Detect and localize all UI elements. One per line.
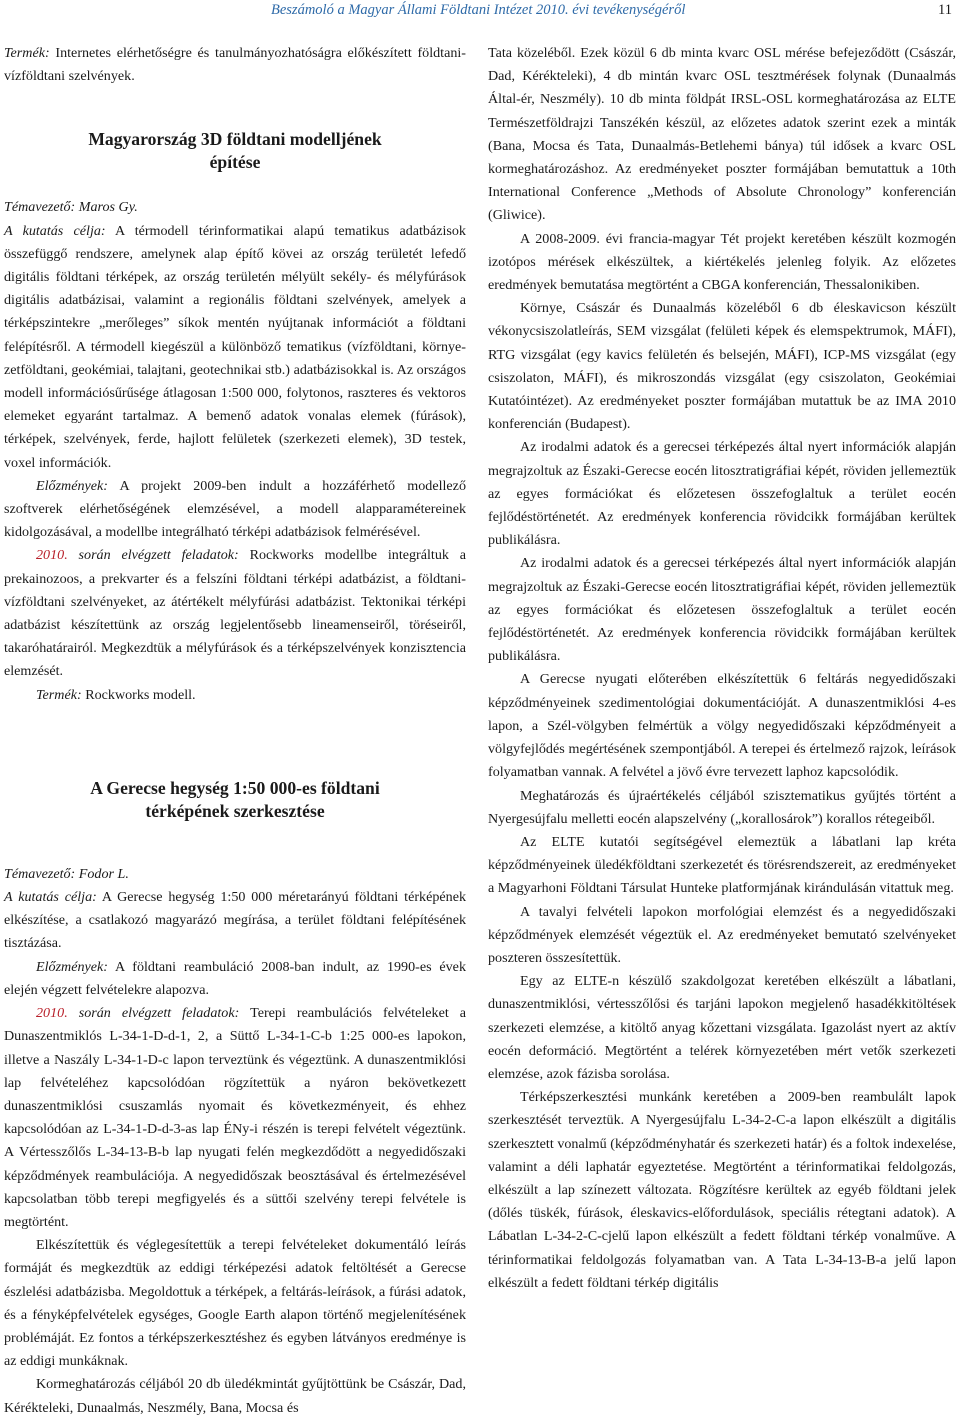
left-column xyxy=(4,42,466,1420)
body-paragraph: Az irodalmi adatok és a gerecsei térképezés által nyert információk alapján megrajzoltuk az Északi-Gerecse eocén litosztratigráfiai képét, röviden jellemeztük az egyes formációkat és előzetesen összefoglaltuk a terület eocén fejlődéstörténetét. Az eredmények konferencia rövidcikk formájában kerültek publikálásra. xyxy=(488,439,956,549)
aim-paragraph xyxy=(4,886,466,956)
section-title-3d-model xyxy=(4,128,466,174)
running-title: Beszámoló a Magyar Állami Földtani Intézet 2010. évi tevékenységéről xyxy=(271,2,686,18)
body-paragraph: A Gerecse nyugati előterében elkészítettük 6 feltárás negyedidőszaki képződményeinek szedimentológiai dokumentációját. A dunaszentmiklósi 4-es lapon, a Szél-völgyben felmértük a völgy negyedidőszaki képződményeit a völgyfejlődés megértésének szempontjából. A terepei és értelmező rajzok, leírások folyamatban vannak. A felvétel a jövő évre tervezett laphoz kapcsolódik. xyxy=(488,671,956,781)
antecedents-label: Előzmények: xyxy=(36,958,108,975)
body-paragraph: Meghatározás és újraértékelés céljából szisztematikus gyűjtés történt a Nyergesújfalu melletti eocén alapszelvény („korallosárok”) korallos rétegeiből. xyxy=(488,787,956,827)
section-title-line: térképének szerkesztése xyxy=(145,800,325,821)
product-text: Rockworks modell. xyxy=(81,686,196,703)
antecedents-text: A földtani reambuláció 2008-ban indult, az 1990-es évek elején végzett felvételekre alapozva. xyxy=(4,958,466,998)
tasks-label: során elvégzett feladatok: xyxy=(67,547,239,564)
body-paragraph: Elkészítettük és véglegesítettük a terepi felvételeket dokumentáló leírás formáját és megkezdtük az eddigi térképezési adatok feltöltését a Gerecse észlelési adatbázisba. Megoldottuk a térképek, a feltárás-leírások, a fúrási adatok, és a fényképfelvételek egységes, Google Earth alapon történő megjelenítésének problémáját. Ez fontos a térképszerkesztéshez és egyben látványos eredménye is az eddigi munkáknak. xyxy=(4,1237,466,1370)
product-paragraph xyxy=(4,42,466,88)
tasks-paragraph xyxy=(4,544,466,683)
aim-text: A térmodell térinformatikai alapú tematikus adatbázisok összefüggő rendszere, amelynek alap építő kövei az ország területét lefedő digitális földtani térképek, az ország területén mélyült sekély- és mélyfúrások digitális adatbázisai, valamint a regionális földtani szelvények, amelyek a térképszintekre „merőleges” síkok mentén nyújtanak információt a földtani felépítésről. A térmodell kiegészül a különböző tematikus (vízföldtani, környezetföldtani, geokémiai, talajtani, geotechnikai stb.) adatbázisokkal is. Az országos modell információsűrűsége átlagosan 1:500 000, folytonos, raszteres és vektoros elemeket egyaránt tartalmaz. A bemenő adatok vonalas elemek (fúrások), térképek, szelvények, ferde, hajlott felületek (szerkezeti elemek), 3D testek, voxel információk. xyxy=(4,222,466,471)
leader-line xyxy=(4,196,466,219)
tasks-label: során elvégzett feladatok: xyxy=(67,1005,240,1022)
leader-label: Témavezető: xyxy=(4,865,76,882)
leader-line xyxy=(4,863,466,886)
body-paragraph: Kormeghatározás céljából 20 db üledékmintát gyűjtöttünk be Császár, Dad, Kérékteleki, Dunaalmás, Neszmély, Bana, Mocsa és xyxy=(4,1376,466,1416)
tasks-paragraph xyxy=(4,1002,466,1234)
section-title-line: építése xyxy=(209,152,261,173)
body-paragraph: A tavalyi felvételi lapokon morfológiai elemzést és a negyedidőszaki képződmények elemzését végeztük el. Az eredményeket bemutató szelvényeket poszteren összesítettük. xyxy=(488,903,956,966)
leader-name: Fodor L. xyxy=(75,865,129,882)
section-title-line: A Gerecse hegység 1:50 000-es földtani xyxy=(90,777,380,798)
section-title-line: Magyarország 3D földtani modelljének xyxy=(88,129,382,150)
tasks-text: Rockworks modellbe integráltuk a prekainozoos, a prekvarter és a felszíni földtani térképi adatbázist, a földtani-vízföldtani szelvényeket, az átértékelt mélyfúrási adatbázist. Tektonikai térképi adatbázist készítettünk az ország legjelentősebb lineamenseiről, töréseiről, takaróhatárairól. Megkezdtük a mélyfúrások és a térképszelvények konzisztencia elemzését. xyxy=(4,547,466,680)
antecedents-text: A projekt 2009-ben indult a hozzáférhető modellező szoftverek elérhetőségének elemzésével, a modell alapparamétereinek kidolgozásával, a modellbe integrálható térképi adatbázisok felmérésével. xyxy=(4,477,466,541)
aim-text: A Gerecse hegység 1:50 000 méretarányú földtani térképének elkészítése, a csatlakozó magyarázó megírása, a terület földtani felépítésének tisztázása. xyxy=(4,889,466,952)
body-paragraph: A 2008-2009. évi francia-magyar Tét projekt keretében készült kozmogén izotópos mérések elkészültek, a kiértékelés jelenleg folyik. Az előzetes eredmények bemutatása megtörtént a CBGA konferencián, Thessalonikiben. xyxy=(488,230,956,294)
leader-label: Témavezető: xyxy=(4,199,76,216)
product-text: Internetes elérhetőségre és tanulmányozhatóságra előkészített földtani-vízföldtani szelvények. xyxy=(4,45,466,85)
antecedents-label: Előzmények: xyxy=(36,477,108,494)
body-paragraph: Egy az ELTE-n készülő szakdolgozat keretében elkészült a lábatlani, dunaszentmiklósi, vértesszőlősi és tarjáni lapokon megjelenő hasadékkitöltések szerkezeti elemzése, a kitöltő anyag kőzettani vizsgálata. Igazolást nyert az aktív eocén deformáció. Megtörtént a telérek környezetében mért vetők szerkezeti elemzése, azok fázisba sorolása. xyxy=(488,973,956,1082)
body-paragraph: Tata közeléből. Ezek közül 6 db minta kvarc OSL mérése befejeződött (Császár, Dad, Kérékteleki), 4 db mintán kvarc OSL tesztmérések folynak (Dunaalmás Által-ér, Neszmély). 10 db minta földpát IRSL-OSL kormeghatározása az ELTE Természetföldrajzi Tanszékén készül, az előzetes adatok szerint ezek a minták (Bana, Mocsa és Tata, Dunaalmás-Betlehemi bánya) túl idősek a kvarc OSL kormeghatározáshoz. Az eredményeket poszter formájában bemutattuk a 10th International Conference „Methods of Absolute Chronology” konferencián (Gliwice). xyxy=(488,45,956,224)
body-paragraph: Térképszerkesztési munkánk keretében a 2009-ben reambulált lapok szerkesztését terveztük. A Nyergesújfalu L-34-2-C-a lapon elkészült a digitális szerkesztett vonalmű (képződményhatár és szerkezeti határ) és a foltok indexelése, valamint a déli laphatár egyeztetése. Megtörtént a térinformatikai feldolgozás, elkészült a lap színezett változata. Rögzítésre kerültek az egyéb földtani jelek (dőlés tüskék, fúrások, éleskavics-előfordulások, speciális rétegtani adatok). A Lábatlan L-34-2-C-cjelű lapon elkészült a fedett földtani térkép vonalműve. A térinformatikai feldolgozás folyamatban van. A Tata L-34-13-B-a jelű lapon elkészült a fedett földtani térkép digitális xyxy=(488,1089,956,1291)
aim-paragraph xyxy=(4,220,466,475)
aim-label: A kutatás célja: xyxy=(4,222,106,239)
leader-name: Maros Gy. xyxy=(75,199,138,216)
page-number: 11 xyxy=(938,2,952,18)
body-paragraph: Az irodalmi adatok és a gerecsei térképezés által nyert információk alapján megrajzoltuk az Északi-Gerecse eocén litosztratigráfiai képét, röviden jellemeztük az egyes formációkat és előzetesen összefoglaltuk a terület eocén fejlődéstörténetét. Az eredmények konferencia rövidcikk formájában kerültek publikálásra. xyxy=(488,555,956,665)
aim-label: A kutatás célja: xyxy=(4,889,97,906)
product-paragraph xyxy=(4,684,466,707)
right-column xyxy=(488,42,956,1295)
body-paragraph: Az ELTE kutatói segítségével elemeztük a lábatlani lap kréta képződményeinek üledékföldtani szerkezetét és törésrendszereit, az eredményeket a Magyarhoni Földtani Társulat Hunteke platformjának kirándulásán vitattuk meg. xyxy=(488,833,956,897)
tasks-label-year: 2010. xyxy=(36,547,68,564)
body-paragraph: Környe, Császár és Dunaalmás közeléből 6 db éleskavicson készült vékonycsiszolatleírás, SEM vizsgálat (felületi képek és elemspektrumok, MÁFI), RTG vizsgálat (egy kavics felületén és belsején, MÁFI), ICP-MS vizsgálat (egy csiszolaton, MÁFI), és mikroszondás vizsgálat (egy csiszolaton, Geokémiai Kutatóintézet). Az eredményeket poszter formájában mutattuk be az IMA 2010 konferencián (Budapest). xyxy=(488,300,956,433)
product-label: Termék: xyxy=(4,45,50,61)
tasks-label-year: 2010. xyxy=(36,1005,68,1022)
tasks-text: Terepi reambulációs felvételeket a Dunaszentmiklós L-34-1-D-d-1, 2, a Süttő L-34-1-C-b 1:25 000-es lapokon, illetve a Naszály L-34-1-D-c lapon terveztünk és végeztünk. A dunaszentmiklósi lap felvételéhez kapcsolódóan rögzítettük a nyáron bekövetkezett dunaszentmiklósi csuszamlás nyomait és következményeit, és ehhez kapcsolódóan az L-34-1-D-d-3-as lap ÉNy-i részén is terepi felvételt végeztünk. A Vértesszőlős L-34-13-B-b lap nyugati felén megkezdődött a negyedidőszaki képződmények reambulációja. A negyedidőszak beosztásával és értelmezésével kapcsolatban több terepi megfigyelés és a süttői szelvény terepi felvétele is megtörtént. xyxy=(4,1005,467,1230)
page-header xyxy=(0,0,960,22)
antecedents-paragraph xyxy=(4,956,466,1002)
antecedents-paragraph xyxy=(4,475,466,545)
section-title-gerecse-map xyxy=(4,777,466,823)
product-label: Termék: xyxy=(36,686,82,703)
